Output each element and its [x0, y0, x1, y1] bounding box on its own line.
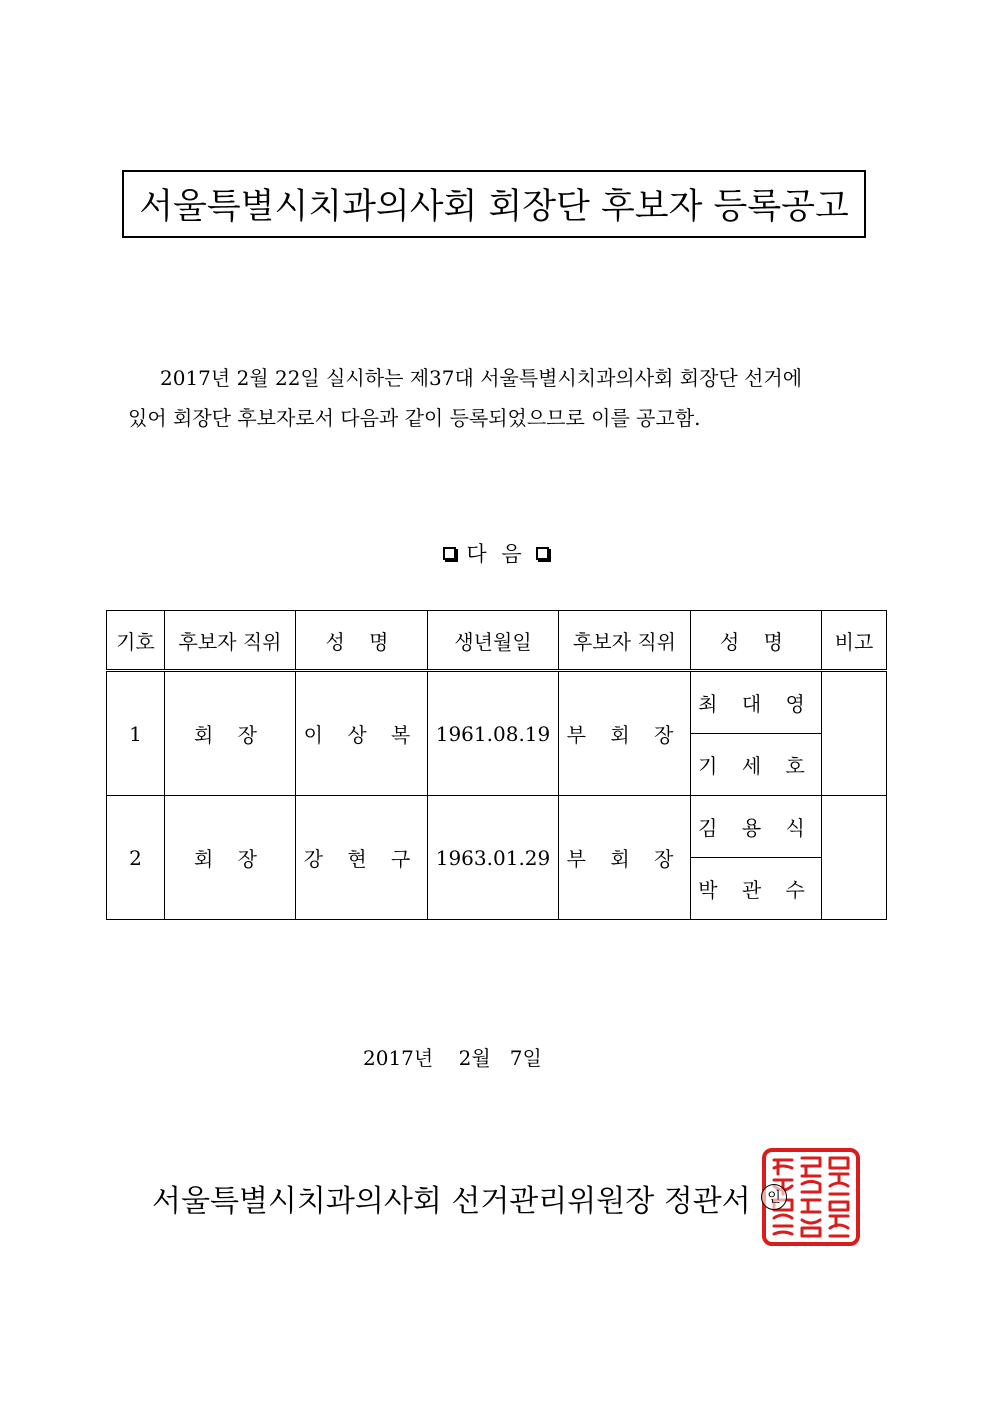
cell-number: 1 — [107, 671, 165, 796]
table-header-row — [107, 611, 887, 671]
table-row — [107, 671, 887, 734]
box-bullet-icon — [536, 547, 549, 560]
signature-line: 서울특별시치과의사회 선거관리위원장 정관서 — [152, 1184, 751, 1219]
cell-note — [822, 671, 887, 796]
cell-birth: 1963.01.29 — [428, 796, 559, 920]
cell-vice-name: 기 세 호 — [691, 734, 822, 796]
header-name: 성 명 — [296, 611, 428, 671]
header-birth: 생년월일 — [428, 611, 559, 671]
cell-vice-position: 부 회 장 — [559, 671, 691, 796]
announcement-line-2: 있어 회장단 후보자로서 다음과 같이 등록되었으므로 이를 공고함. — [128, 406, 701, 430]
cell-number: 2 — [107, 796, 165, 920]
cell-note — [822, 796, 887, 920]
cell-name: 강 현 구 — [296, 796, 428, 920]
section-heading — [0, 538, 992, 568]
announcement-text — [128, 358, 868, 438]
cell-position: 회 장 — [165, 671, 296, 796]
candidate-table — [106, 610, 887, 920]
header-position: 후보자 직위 — [165, 611, 296, 671]
page-title: 서울특별시치과의사회 회장단 후보자 등록공고 — [122, 170, 866, 238]
cell-vice-name: 최 대 영 — [691, 671, 822, 734]
header-vice-name: 성 명 — [691, 611, 822, 671]
announcement-line-1: 2017년 2월 22일 실시하는 제37대 서울특별시치과의사회 회장단 선거에 — [160, 366, 803, 390]
section-heading-text: 다 음 — [466, 542, 526, 566]
box-bullet-icon — [443, 547, 456, 560]
cell-birth: 1961.08.19 — [428, 671, 559, 796]
cell-position: 회 장 — [165, 796, 296, 920]
announcement-date: 2017년 2월 7일 — [363, 1046, 542, 1070]
seal-mark: 인 — [761, 1184, 787, 1210]
cell-vice-name: 김 용 식 — [691, 796, 822, 858]
header-note: 비고 — [822, 611, 887, 671]
table-row — [107, 796, 887, 858]
cell-vice-name: 박 관 수 — [691, 858, 822, 920]
header-vice-position: 후보자 직위 — [559, 611, 691, 671]
cell-name: 이 상 복 — [296, 671, 428, 796]
cell-vice-position: 부 회 장 — [559, 796, 691, 920]
header-number: 기호 — [107, 611, 165, 671]
